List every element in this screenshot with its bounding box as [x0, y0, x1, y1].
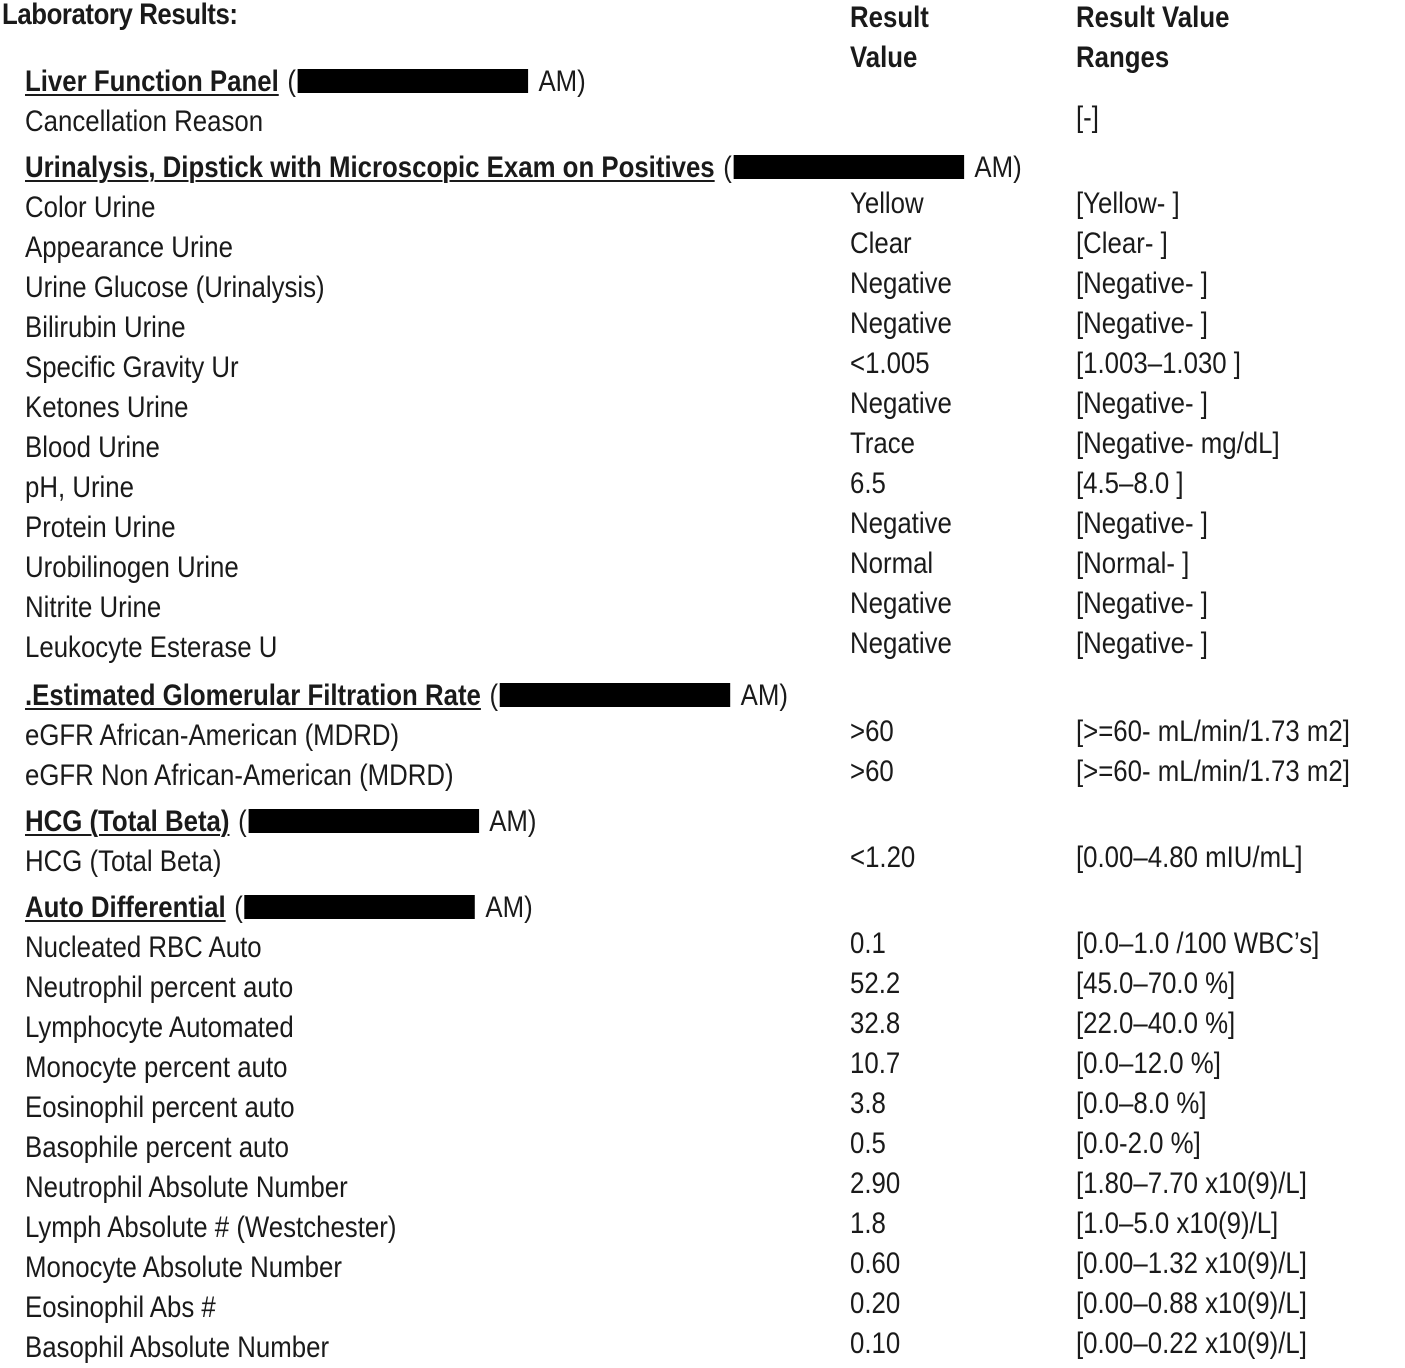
section-title: HCG (Total Beta) [25, 805, 230, 838]
result-value: Clear [850, 227, 912, 260]
section-title: Auto Differential [25, 891, 226, 924]
result-range-header-line2: Ranges [1076, 41, 1170, 74]
result-row [0, 508, 1405, 548]
test-name: Eosinophil Abs # [25, 1291, 216, 1324]
result-row [0, 588, 1405, 628]
test-name: Neutrophil Absolute Number [25, 1171, 348, 1204]
open-paren: ( [723, 151, 732, 184]
result-value: 3.8 [850, 1087, 886, 1120]
result-value: 2.90 [850, 1167, 901, 1200]
result-row [0, 468, 1405, 508]
test-name: HCG (Total Beta) [25, 845, 222, 878]
result-value: <1.20 [850, 841, 916, 874]
result-row [0, 348, 1405, 388]
test-name: Urobilinogen Urine [25, 551, 239, 584]
result-row [0, 1208, 1405, 1248]
result-value: Negative [850, 267, 952, 300]
section-title-line [25, 676, 788, 716]
section-0 [0, 62, 1405, 142]
section-title: Urinalysis, Dipstick with Microscopic Exam on Positives [25, 151, 715, 184]
result-range-header-line1: Result Value [1076, 1, 1230, 34]
section-title: Liver Function Panel [25, 65, 279, 98]
result-row [0, 268, 1405, 308]
reference-range: [-] [1076, 101, 1099, 134]
result-value: 32.8 [850, 1007, 901, 1040]
result-value: Normal [850, 547, 934, 580]
reference-range: [Negative- ] [1076, 267, 1208, 300]
result-row [0, 188, 1405, 228]
result-value: 10.7 [850, 1047, 901, 1080]
page-title: Laboratory Results: [2, 0, 238, 31]
result-value: 0.20 [850, 1287, 901, 1320]
result-row [0, 968, 1405, 1008]
result-value: Negative [850, 387, 952, 420]
redacted-timestamp [298, 69, 528, 93]
result-value: 1.8 [850, 1207, 886, 1240]
test-name: Protein Urine [25, 511, 176, 544]
test-name: Eosinophil percent auto [25, 1091, 295, 1124]
reference-range: [>=60- mL/min/1.73 m2] [1076, 715, 1350, 748]
result-row [0, 102, 1405, 142]
test-name: Color Urine [25, 191, 156, 224]
reference-range: [>=60- mL/min/1.73 m2] [1076, 755, 1350, 788]
reference-range: [45.0–70.0 %] [1076, 967, 1236, 1000]
result-row [0, 548, 1405, 588]
test-name: Bilirubin Urine [25, 311, 186, 344]
reference-range: [Negative- ] [1076, 307, 1208, 340]
timestamp-suffix: AM) [489, 805, 537, 838]
redacted-timestamp [245, 895, 475, 919]
section-header [0, 676, 1405, 716]
result-row [0, 1328, 1405, 1368]
result-value: 0.10 [850, 1327, 901, 1360]
result-value: Trace [850, 427, 915, 460]
result-value: Negative [850, 587, 952, 620]
section-header [0, 802, 1405, 842]
result-value: 0.1 [850, 927, 886, 960]
result-value-header-line1: Result [850, 1, 929, 34]
reference-range: [1.003–1.030 ] [1076, 347, 1241, 380]
test-name: Lymphocyte Automated [25, 1011, 294, 1044]
reference-range: [4.5–8.0 ] [1076, 467, 1184, 500]
result-row [0, 228, 1405, 268]
test-name: Appearance Urine [25, 231, 233, 264]
reference-range: [0.00–1.32 x10(9)/L] [1076, 1247, 1307, 1280]
test-name: Basophil Absolute Number [25, 1331, 330, 1364]
result-value: Negative [850, 307, 952, 340]
test-name: Nucleated RBC Auto [25, 931, 262, 964]
reference-range: [Negative- ] [1076, 387, 1208, 420]
result-value: 0.60 [850, 1247, 901, 1280]
reference-range: [1.0–5.0 x10(9)/L] [1076, 1207, 1279, 1240]
result-row [0, 1288, 1405, 1328]
timestamp-suffix: AM) [974, 151, 1022, 184]
section-title-line [25, 888, 533, 928]
reference-range: [1.80–7.70 x10(9)/L] [1076, 1167, 1307, 1200]
open-paren: ( [287, 65, 296, 98]
test-name: eGFR Non African-American (MDRD) [25, 759, 454, 792]
test-name: Blood Urine [25, 431, 160, 464]
reference-range: [22.0–40.0 %] [1076, 1007, 1236, 1040]
result-value: Negative [850, 627, 952, 660]
section-2 [0, 676, 1405, 796]
result-row [0, 928, 1405, 968]
timestamp-suffix: AM) [485, 891, 533, 924]
result-row [0, 308, 1405, 348]
section-3 [0, 802, 1405, 882]
test-name: Basophile percent auto [25, 1131, 289, 1164]
test-name: Monocyte Absolute Number [25, 1251, 342, 1284]
result-value: >60 [850, 755, 894, 788]
test-name: Cancellation Reason [25, 105, 264, 138]
result-row [0, 716, 1405, 756]
reference-range: [0.00–4.80 mIU/mL] [1076, 841, 1303, 874]
test-name: Leukocyte Esterase U [25, 631, 278, 664]
test-name: Nitrite Urine [25, 591, 162, 624]
section-4 [0, 888, 1405, 1368]
result-value: 6.5 [850, 467, 886, 500]
section-title: .Estimated Glomerular Filtration Rate [25, 679, 481, 712]
test-name: eGFR African-American (MDRD) [25, 719, 400, 752]
reference-range: [Negative- mg/dL] [1076, 427, 1280, 460]
open-paren: ( [489, 679, 499, 712]
reference-range: [0.00–0.88 x10(9)/L] [1076, 1287, 1307, 1320]
reference-range: [0.0–12.0 %] [1076, 1047, 1221, 1080]
test-name: Specific Gravity Ur [25, 351, 239, 384]
section-header [0, 888, 1405, 928]
test-name: Lymph Absolute # (Westchester) [25, 1211, 397, 1244]
result-row [0, 1048, 1405, 1088]
open-paren: ( [238, 805, 247, 838]
result-row [0, 628, 1405, 668]
reference-range: [Yellow- ] [1076, 187, 1180, 220]
test-name: Neutrophil percent auto [25, 971, 294, 1004]
redacted-timestamp [734, 155, 964, 179]
result-value: Negative [850, 507, 952, 540]
reference-range: [Clear- ] [1076, 227, 1168, 260]
test-name: Monocyte percent auto [25, 1051, 288, 1084]
timestamp-suffix: AM) [740, 679, 788, 712]
section-1 [0, 148, 1405, 668]
result-value: Yellow [850, 187, 924, 220]
section-title-line [25, 148, 1022, 188]
redacted-timestamp [500, 683, 730, 707]
section-title-line [25, 62, 586, 102]
result-row [0, 1008, 1405, 1048]
result-row [0, 1088, 1405, 1128]
test-name: Ketones Urine [25, 391, 189, 424]
reference-range: [0.00–0.22 x10(9)/L] [1076, 1327, 1307, 1360]
reference-range: [Negative- ] [1076, 627, 1208, 660]
section-header [0, 148, 1405, 188]
test-name: Urine Glucose (Urinalysis) [25, 271, 325, 304]
section-header [0, 62, 1405, 102]
result-value: 52.2 [850, 967, 901, 1000]
section-title-line [25, 802, 537, 842]
open-paren: ( [234, 891, 243, 924]
result-row [0, 756, 1405, 796]
reference-range: [Negative- ] [1076, 507, 1208, 540]
result-value: 0.5 [850, 1127, 886, 1160]
result-row [0, 388, 1405, 428]
result-value: <1.005 [850, 347, 930, 380]
timestamp-suffix: AM) [538, 65, 586, 98]
result-row [0, 1128, 1405, 1168]
redacted-timestamp [248, 809, 478, 833]
result-value-header-line2: Value [850, 41, 918, 74]
result-row [0, 1248, 1405, 1288]
reference-range: [Negative- ] [1076, 587, 1208, 620]
result-row [0, 428, 1405, 468]
result-row [0, 842, 1405, 882]
reference-range: [0.0–8.0 %] [1076, 1087, 1207, 1120]
reference-range: [Normal- ] [1076, 547, 1190, 580]
reference-range: [0.0–1.0 /100 WBC’s] [1076, 927, 1320, 960]
result-value: >60 [850, 715, 894, 748]
result-row [0, 1168, 1405, 1208]
test-name: pH, Urine [25, 471, 134, 504]
reference-range: [0.0-2.0 %] [1076, 1127, 1201, 1160]
